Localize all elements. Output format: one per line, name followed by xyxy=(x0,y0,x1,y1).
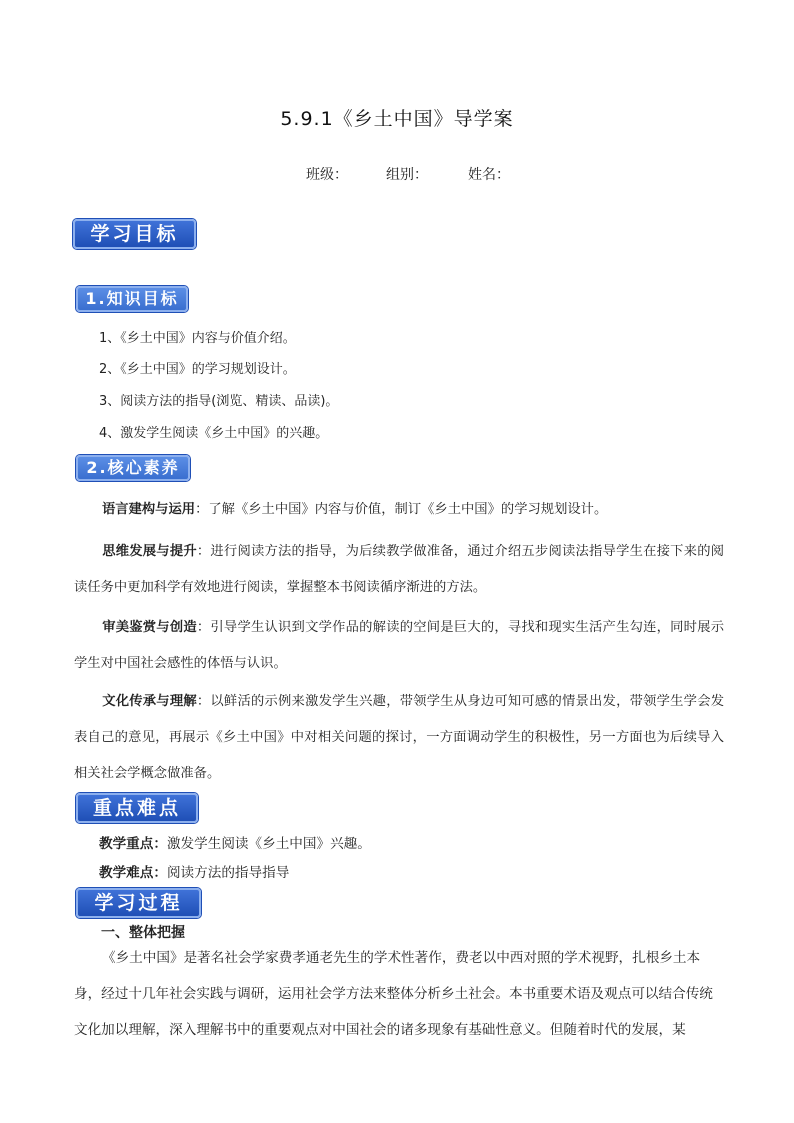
core-label: 文化传承与理解 xyxy=(102,694,197,709)
section-banner-process: 学习过程 xyxy=(76,888,201,918)
keypoint-line xyxy=(99,861,289,881)
process-paragraph xyxy=(74,940,724,1048)
core-paragraph-thinking xyxy=(74,534,724,606)
knowledge-item: 3、阅读方法的指导(浏览、精读、品读)。 xyxy=(99,394,339,409)
core-text: ：进行阅读方法的指导，为后续教学做准备，通过介绍五步阅读法指导学生在接下来的阅读任务中更加科学有效地进行阅读，掌握整本书阅读循序渐进的方法。 xyxy=(74,544,725,595)
core-label: 语言建构与运用 xyxy=(102,502,196,517)
process-heading: 一、整体把握 xyxy=(101,925,185,941)
keypoint-label: 教学重点： xyxy=(99,836,167,852)
core-paragraph-culture xyxy=(74,684,724,792)
section-banner-keypoints: 重点难点 xyxy=(76,793,198,823)
core-label: 思维发展与提升 xyxy=(102,544,197,559)
keypoint-text: 阅读方法的指导指导 xyxy=(166,865,290,881)
core-text: ：了解《乡土中国》内容与价值，制订《乡土中国》的学习规划设计。 xyxy=(195,502,608,517)
core-text: ：引导学生认识到文学作品的解读的空间是巨大的，寻找和现实生活产生勾连，同时展示学生对中国社会感性的体悟与认识。 xyxy=(74,620,725,671)
keypoint-label: 教学难点： xyxy=(99,865,167,881)
knowledge-item: 1、《乡土中国》内容与价值介绍。 xyxy=(99,331,296,346)
section-banner-objectives: 学习目标 xyxy=(73,219,196,249)
process-text: 《乡土中国》是著名社会学家费孝通老先生的学术性著作，费老以中西对照的学术视野，扎根乡土本身，经过十几年社会实践与调研，运用社会学方法来整体分析乡土社会。本书重要术语及观点可以结合传统文化加以理解，深入理解书中的重要观点对中国社会的诸多现象有基础性意义。但随着时代的发展，某 xyxy=(74,950,713,1038)
group-label: 组别： xyxy=(386,167,428,183)
keypoint-line xyxy=(99,832,371,852)
knowledge-item: 4、激发学生阅读《乡土中国》的兴趣。 xyxy=(99,426,329,441)
document-title: 5.9.1《乡土中国》导学案 xyxy=(280,108,514,130)
section-banner-core: 2.核心素养 xyxy=(76,455,190,481)
class-label: 班级： xyxy=(306,167,348,183)
core-label: 审美鉴赏与创造 xyxy=(102,620,197,635)
core-paragraph-language xyxy=(74,492,724,528)
core-paragraph-aesthetic xyxy=(74,610,724,682)
keypoint-text: 激发学生阅读《乡土中国》兴趣。 xyxy=(166,836,371,852)
section-banner-knowledge: 1.知识目标 xyxy=(76,286,188,312)
core-text: ：以鲜活的示例来激发学生兴趣，带领学生从身边可知可感的情景出发，带领学生学会发表自己的意见，再展示《乡土中国》中对相关问题的探讨，一方面调动学生的积极性，另一方面也为后续导入相关社会学概念做准备。 xyxy=(74,694,725,781)
name-label: 姓名： xyxy=(468,167,510,183)
knowledge-item: 2、《乡土中国》的学习规划设计。 xyxy=(99,362,296,377)
